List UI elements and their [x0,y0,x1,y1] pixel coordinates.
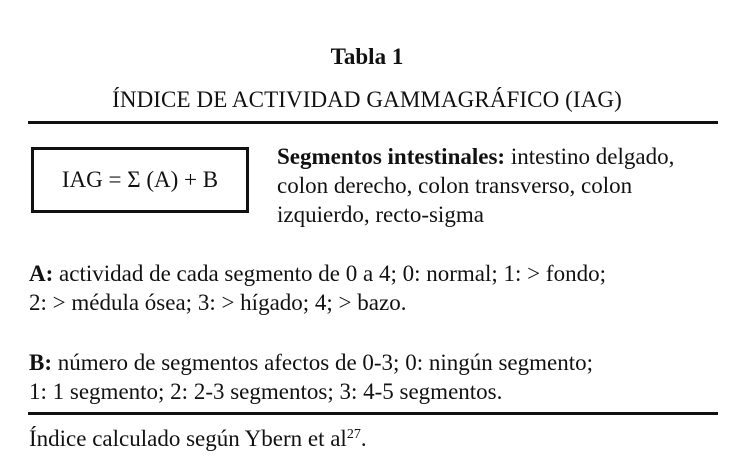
segments-line-3: izquierdo, recto-sigma [277,202,484,227]
a-line-1 [29,259,719,288]
b-label: B: [29,350,52,375]
b-definition [29,348,719,406]
a-label: A: [29,261,54,286]
bottom-rule [28,412,718,415]
a-line-2: 2: > médula ósea; 3: > hígado; 4; > bazo. [29,290,407,315]
table-title: Tabla 1 [330,44,404,69]
segments-line-1 [277,142,727,171]
formula-box [31,147,249,213]
table-subtitle: ÍNDICE DE ACTIVIDAD GAMMAGRÁFICO (IAG) [112,87,622,112]
footnote-reference: 27 [346,427,361,442]
footnote [29,425,367,453]
b-line-2: 1: 1 segmento; 2: 2-3 segmentos; 3: 4-5 segmentos. [29,379,503,404]
b-line-1 [29,348,719,377]
segments-text-1: intestino delgado, [505,144,675,169]
segments-description [277,142,727,229]
footnote-text: Índice calculado según Ybern et al [29,426,347,451]
a-text-1: actividad de cada segmento de 0 a 4; 0: normal; 1: > fondo; [53,261,606,286]
a-definition [29,259,719,317]
segments-label: Segmentos intestinales: [277,144,506,169]
formula-text: IAG = Σ (A) + B [61,167,219,192]
b-text-1: número de segmentos afectos de 0-3; 0: ningún segmento; [52,350,594,375]
top-rule [28,121,718,124]
footnote-end: . [360,426,367,451]
segments-line-2: colon derecho, colon transverso, colon [277,173,633,198]
